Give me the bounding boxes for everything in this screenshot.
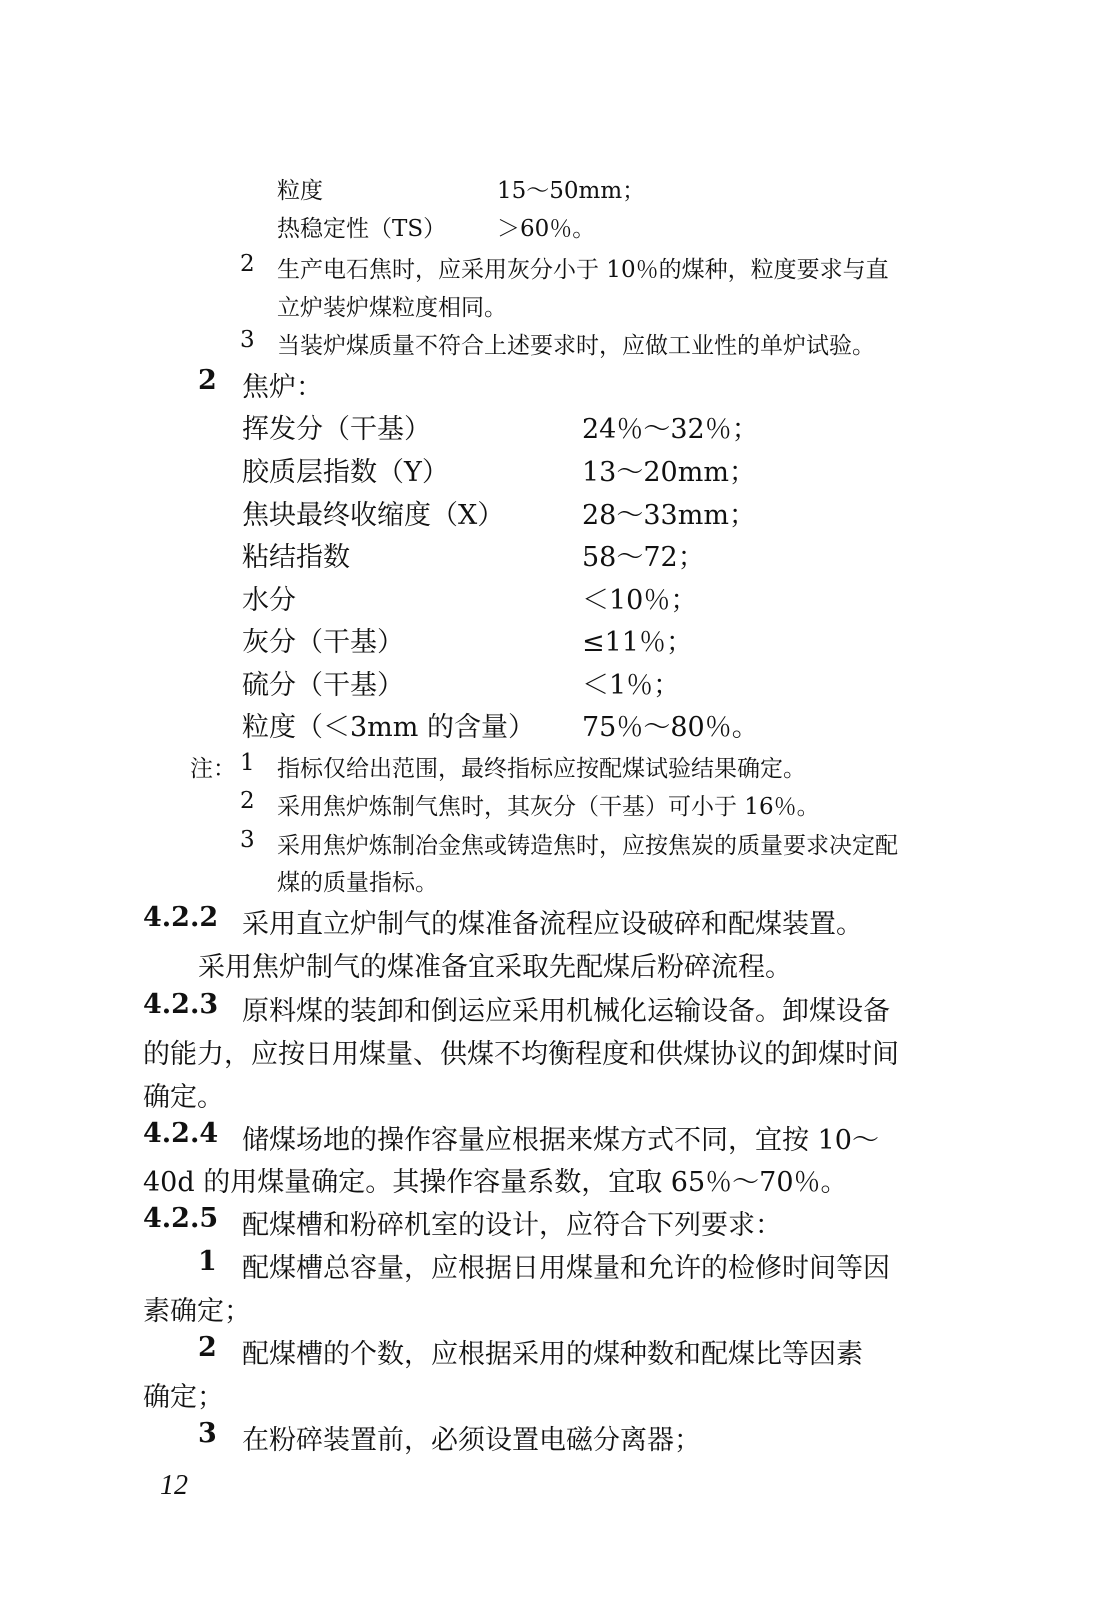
item-text: 当装炉煤质量不符合上述要求时，应做工业性的单炉试验。 bbox=[277, 333, 875, 359]
item-text: 确定； bbox=[143, 1382, 224, 1413]
item-text: 配煤槽的个数，应根据采用的煤种数和配煤比等因素 bbox=[242, 1339, 863, 1370]
item-text: 立炉装炉煤粒度相同。 bbox=[277, 295, 507, 321]
clause-text: 的能力，应按日用煤量、供煤不均衡程度和供煤协议的卸煤时间 bbox=[143, 1039, 899, 1070]
note-number: 3 bbox=[240, 827, 255, 853]
item-number: 3 bbox=[240, 327, 255, 353]
item-text: 素确定； bbox=[143, 1296, 251, 1327]
spec-label: 焦块最终收缩度（X） bbox=[242, 500, 505, 531]
clause-text: 配煤槽和粉碎机室的设计，应符合下列要求： bbox=[242, 1210, 782, 1241]
spec-value: ≤11％； bbox=[582, 627, 693, 658]
clause-text: 采用直立炉制气的煤准备流程应设破碎和配煤装置。 bbox=[242, 909, 863, 940]
spec-label: 硫分（干基） bbox=[242, 670, 404, 701]
clause-number: 4.2.4 bbox=[143, 1118, 219, 1149]
clause-text: 确定。 bbox=[143, 1082, 224, 1113]
item-number: 2 bbox=[240, 251, 255, 277]
item-text: 生产电石焦时，应采用灰分小于 10％的煤种，粒度要求与直 bbox=[277, 257, 889, 283]
clause-text: 原料煤的装卸和倒运应采用机械化运输设备。卸煤设备 bbox=[242, 996, 890, 1027]
spec-value: ＞60％。 bbox=[497, 216, 596, 242]
item-text: 配煤槽总容量，应根据日用煤量和允许的检修时间等因 bbox=[242, 1253, 890, 1284]
clause-number: 4.2.5 bbox=[143, 1203, 219, 1234]
spec-value: ＜10％； bbox=[582, 585, 698, 616]
spec-value: 24％～32％； bbox=[582, 414, 759, 445]
note-text: 采用焦炉炼制冶金焦或铸造焦时，应按焦炭的质量要求决定配 bbox=[277, 833, 898, 859]
spec-label: 热稳定性（TS） bbox=[277, 216, 447, 242]
spec-value: 13～20mm； bbox=[582, 457, 756, 488]
item-number: 2 bbox=[198, 365, 217, 396]
clause-number: 4.2.2 bbox=[143, 902, 219, 933]
spec-value: 28～33mm； bbox=[582, 500, 756, 531]
clause-text: 40d 的用煤量确定。其操作容量系数，宜取 65％～70％。 bbox=[143, 1167, 848, 1198]
item-number: 2 bbox=[198, 1332, 217, 1363]
note-number: 1 bbox=[240, 750, 255, 776]
spec-label: 粘结指数 bbox=[242, 542, 350, 573]
spec-label: 挥发分（干基） bbox=[242, 414, 431, 445]
clause-text: 采用焦炉制气的煤准备宜采取先配煤后粉碎流程。 bbox=[198, 952, 792, 983]
page-number: 12 bbox=[160, 1470, 188, 1501]
note-text: 采用焦炉炼制气焦时，其灰分（干基）可小于 16％。 bbox=[277, 794, 820, 820]
item-number: 1 bbox=[198, 1246, 217, 1277]
spec-value: 58～72； bbox=[582, 542, 705, 573]
item-number: 3 bbox=[198, 1418, 217, 1449]
spec-label: 胶质层指数（Y） bbox=[242, 457, 449, 488]
spec-label: 水分 bbox=[242, 585, 296, 616]
spec-label: 粒度（＜3mm 的含量） bbox=[242, 712, 535, 743]
note-prefix: 注： bbox=[190, 756, 236, 782]
note-text: 煤的质量指标。 bbox=[277, 870, 438, 896]
subsection-title: 焦炉： bbox=[242, 372, 323, 403]
note-text: 指标仅给出范围，最终指标应按配煤试验结果确定。 bbox=[277, 756, 806, 782]
note-number: 2 bbox=[240, 788, 255, 814]
spec-label: 灰分（干基） bbox=[242, 627, 404, 658]
clause-number: 4.2.3 bbox=[143, 989, 219, 1020]
spec-value: 15～50mm； bbox=[497, 178, 646, 204]
spec-value: 75％～80％。 bbox=[582, 712, 759, 743]
spec-label: 粒度 bbox=[277, 178, 323, 204]
spec-value: ＜1％； bbox=[582, 670, 681, 701]
clause-text: 储煤场地的操作容量应根据来煤方式不同，宜按 10～ bbox=[242, 1125, 879, 1156]
item-text: 在粉碎装置前，必须设置电磁分离器； bbox=[242, 1425, 701, 1456]
